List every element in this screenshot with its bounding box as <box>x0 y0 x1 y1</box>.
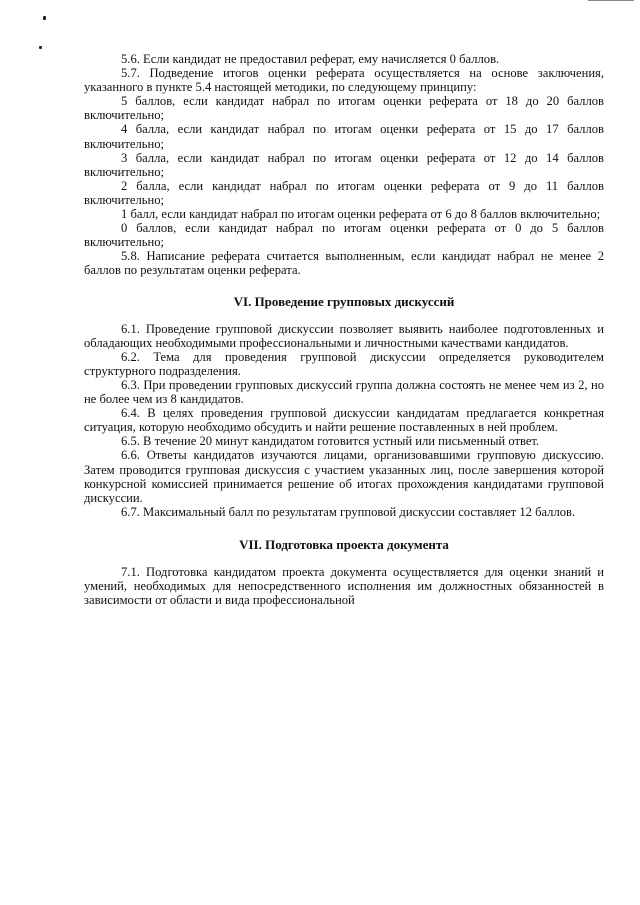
paragraph-6-5: 6.5. В течение 20 минут кандидатом готовится устный или письменный ответ. <box>121 434 540 449</box>
section-heading-7: VII. Подготовка проекта документа <box>239 536 449 552</box>
paragraph-6-1: 6.1. Проведение групповой дискуссии позволяет выявить наиболее подготовленных и обладающих необходимыми профессиональными и личностными качествами кандидатов. <box>84 321 604 350</box>
scan-speck <box>39 46 42 49</box>
score-rule-2: 2 балла, если кандидат набрал по итогам оценки реферата от 9 до 11 баллов включительно; <box>84 178 604 207</box>
document-page <box>84 52 604 607</box>
score-rule-0: 0 баллов, если кандидат набрал по итогам оценки реферата от 0 до 5 баллов включительно; <box>84 221 604 250</box>
paragraph-5-8: 5.8. Написание реферата считается выполненным, если кандидат набрал не менее 2 баллов по результатам оценки реферата. <box>84 249 604 278</box>
section-heading-6: VI. Проведение групповых дискуссий <box>233 293 455 309</box>
scan-edge-line <box>588 0 634 1</box>
score-rule-1: 1 балл, если кандидат набрал по итогам оценки реферата от 6 до 8 баллов включительно; <box>121 207 601 222</box>
paragraph-6-3: 6.3. При проведении групповых дискуссий группа должна состоять не менее чем из 2, но не более чем из 8 кандидатов. <box>84 377 604 407</box>
paragraph-6-7: 6.7. Максимальный балл по результатам групповой дискуссии составляет 12 баллов. <box>121 504 576 519</box>
paragraph-6-4: 6.4. В целях проведения групповой дискуссии кандидатам предлагается конкретная ситуация, которую необходимо обсудить и найти решение поставленных в ней проблем. <box>84 406 604 435</box>
paragraph-5-6: 5.6. Если кандидат не предоставил реферат, ему начисляется 0 баллов. <box>121 52 500 66</box>
score-rule-3: 3 балла, если кандидат набрал по итогам оценки реферата от 12 до 14 баллов включительно; <box>84 150 604 179</box>
score-rule-4: 4 балла, если кандидат набрал по итогам оценки реферата от 15 до 17 баллов включительно; <box>84 122 604 151</box>
score-rule-5: 5 баллов, если кандидат набрал по итогам оценки реферата от 18 до 20 баллов включительно; <box>84 94 604 123</box>
paragraph-6-2: 6.2. Тема для проведения групповой дискуссии определяется руководителем структурного подразделения. <box>84 349 604 378</box>
paragraph-7-1: 7.1. Подготовка кандидатом проекта документа осуществляется для оценки знаний и умений, необходимых для непосредственного исполнения им должностных обязанностей в зависимости от области и вида профессиональной <box>84 565 604 608</box>
paragraph-5-7: 5.7. Подведение итогов оценки реферата осуществляется на основе заключения, указанного в пункте 5.4 настоящей методики, по следующему принципу: <box>84 66 604 95</box>
paragraph-6-6: 6.6. Ответы кандидатов изучаются лицами, организовавшими групповую дискуссию. Затем проводится групповая дискуссия с участием указанных лиц, после завершения которой конкурсной комиссией принимается решение об итогах прохождения кандидатами групповой дискуссии. <box>84 448 604 505</box>
scan-speck <box>43 16 46 20</box>
